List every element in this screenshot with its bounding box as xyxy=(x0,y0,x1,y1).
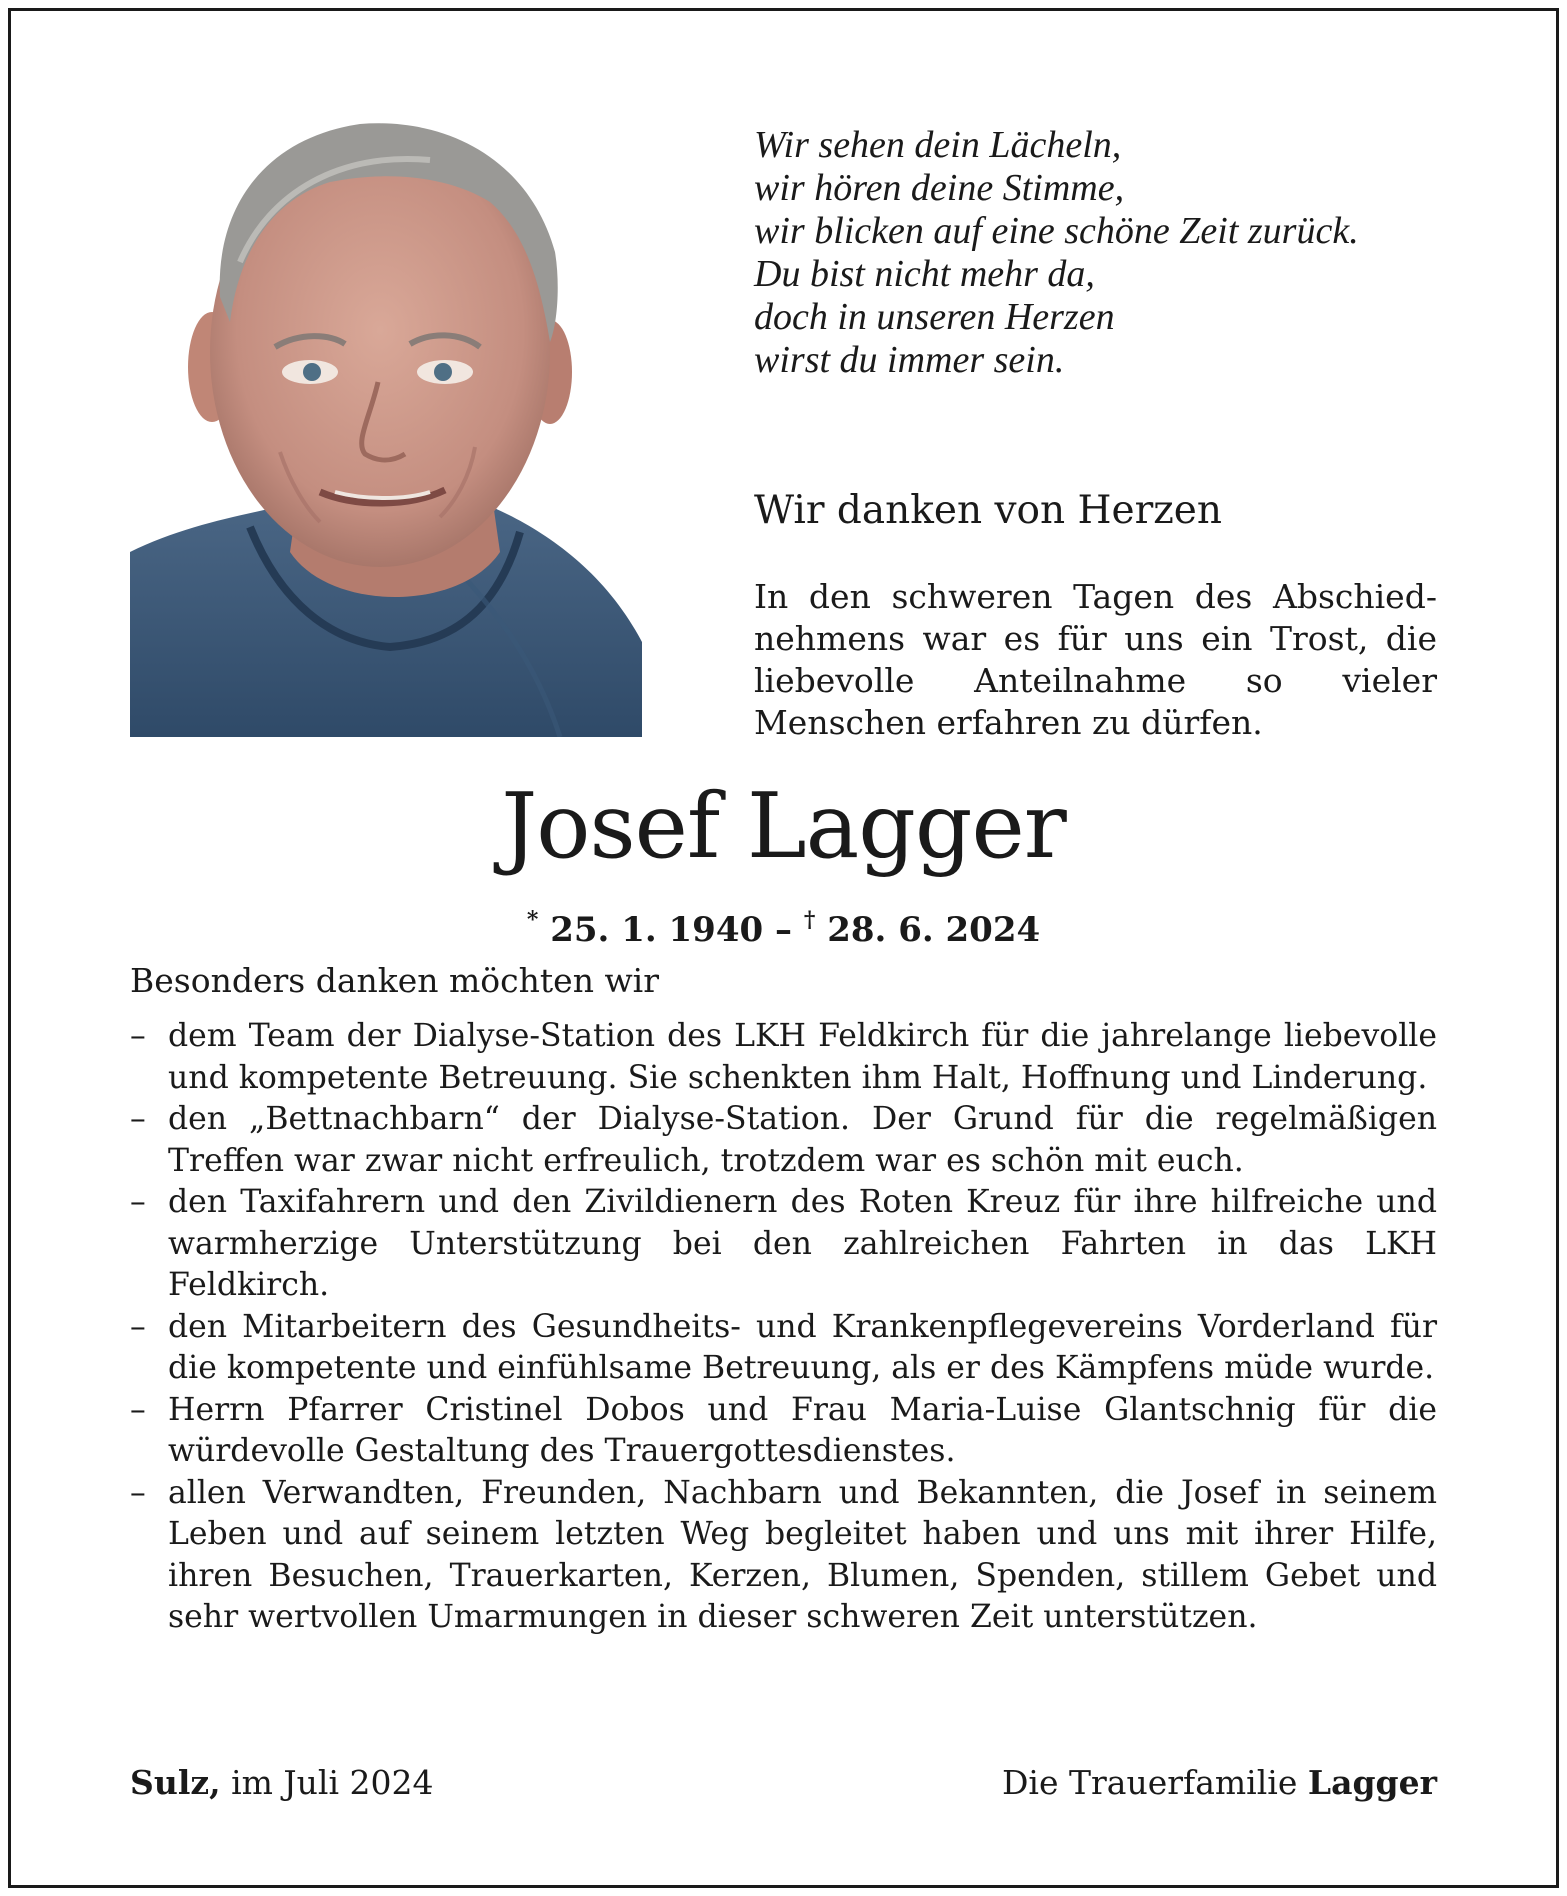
poem-line: wirst du immer sein. xyxy=(754,339,1065,381)
poem-line: wir blicken auf eine schöne Zeit zurück. xyxy=(754,210,1359,252)
place: Sulz, xyxy=(130,1763,221,1802)
date-separator: – xyxy=(775,910,792,950)
list-item xyxy=(130,1099,1437,1182)
family-prefix: Die Trauerfamilie xyxy=(1001,1763,1298,1802)
poem-line: Du bist nicht mehr da, xyxy=(754,253,1095,295)
list-item-text: den Taxifahrern und den Zivildienern des Roten Kreuz für ihre hilfreiche und warmherzige Unterstützung bei den zahlreichen Fahrten in das LKH Feldkirch. xyxy=(168,1184,1437,1303)
birth-date: 25. 1. 1940 xyxy=(550,910,764,950)
list-item-text: allen Verwandten, Freunden, Nachbarn und Bekannten, die Josef in seinem Leben und auf seinem letzten Weg begleitet haben und uns mit ihrer Hilfe, ihren Besuchen, Trauerkarten, Kerzen, Blumen, Spenden, stillem Gebet und sehr wertvollen Umarmungen in dieser schweren Zeit unterstützen. xyxy=(168,1474,1437,1635)
list-item-text: den „Bettnachbarn“ der Dialyse-Station. Der Grund für die regelmäßigen Treffen war zwar nicht erfreulich, trotzdem war es schön mit euch. xyxy=(168,1101,1437,1179)
bullet-dash: – xyxy=(130,1101,146,1137)
death-symbol: † xyxy=(803,907,816,933)
list-item xyxy=(130,1307,1437,1390)
bullet-dash: – xyxy=(130,1474,146,1511)
date: im Juli 2024 xyxy=(231,1763,434,1802)
bullet-dash: – xyxy=(130,1184,146,1220)
bullet-dash: – xyxy=(130,1391,146,1428)
thanks-paragraph: In den schweren Tagen des Abschiednehmens war es für uns ein Trost, die liebevolle Anteilnahme so vieler Menschen erfahren zu dürfen. xyxy=(754,577,1437,742)
family-name: Lagger xyxy=(1307,1763,1437,1802)
poem-line: wir hören deine Stimme, xyxy=(754,167,1125,209)
poem-line: doch in unseren Herzen xyxy=(754,296,1115,338)
bullet-dash: – xyxy=(130,1308,146,1345)
family-signature xyxy=(1002,1762,1437,1804)
list-item xyxy=(130,1390,1437,1473)
bullet-dash: – xyxy=(130,1018,146,1054)
poem-line: Wir sehen dein Lächeln, xyxy=(754,124,1122,166)
special-thanks-list xyxy=(130,1016,1437,1639)
death-date: 28. 6. 2024 xyxy=(827,910,1041,950)
birth-symbol: * xyxy=(526,907,539,933)
list-item xyxy=(130,1473,1437,1639)
special-thanks-intro: Besonders danken möchten wir xyxy=(130,961,660,1000)
list-item-text: den Mitarbeitern des Gesundheits- und Krankenpflegevereins Vorderland für die kompetente und einfühlsame Betreuung, als er des Kämpfens müde wurde. xyxy=(168,1308,1437,1386)
list-item-text: dem Team der Dialyse-Station des LKH Feldkirch für die jahrelange liebevolle und kompetente Betreuung. Sie schenkten ihm Halt, Hoffnung und Linderung. xyxy=(168,1018,1437,1096)
life-dates xyxy=(0,898,1567,952)
deceased-name: Josef Lagger xyxy=(501,774,1066,879)
list-item-text: Herrn Pfarrer Cristinel Dobos und Frau Maria-Luise Glantschnig für die würdevolle Gestaltung des Trauergottesdienstes. xyxy=(168,1391,1437,1469)
list-item xyxy=(130,1016,1437,1099)
place-and-date xyxy=(130,1762,434,1804)
thanks-heading: Wir danken von Herzen xyxy=(754,488,1222,533)
portrait-photo xyxy=(130,82,642,737)
memorial-poem xyxy=(754,124,1454,382)
list-item xyxy=(130,1182,1437,1307)
